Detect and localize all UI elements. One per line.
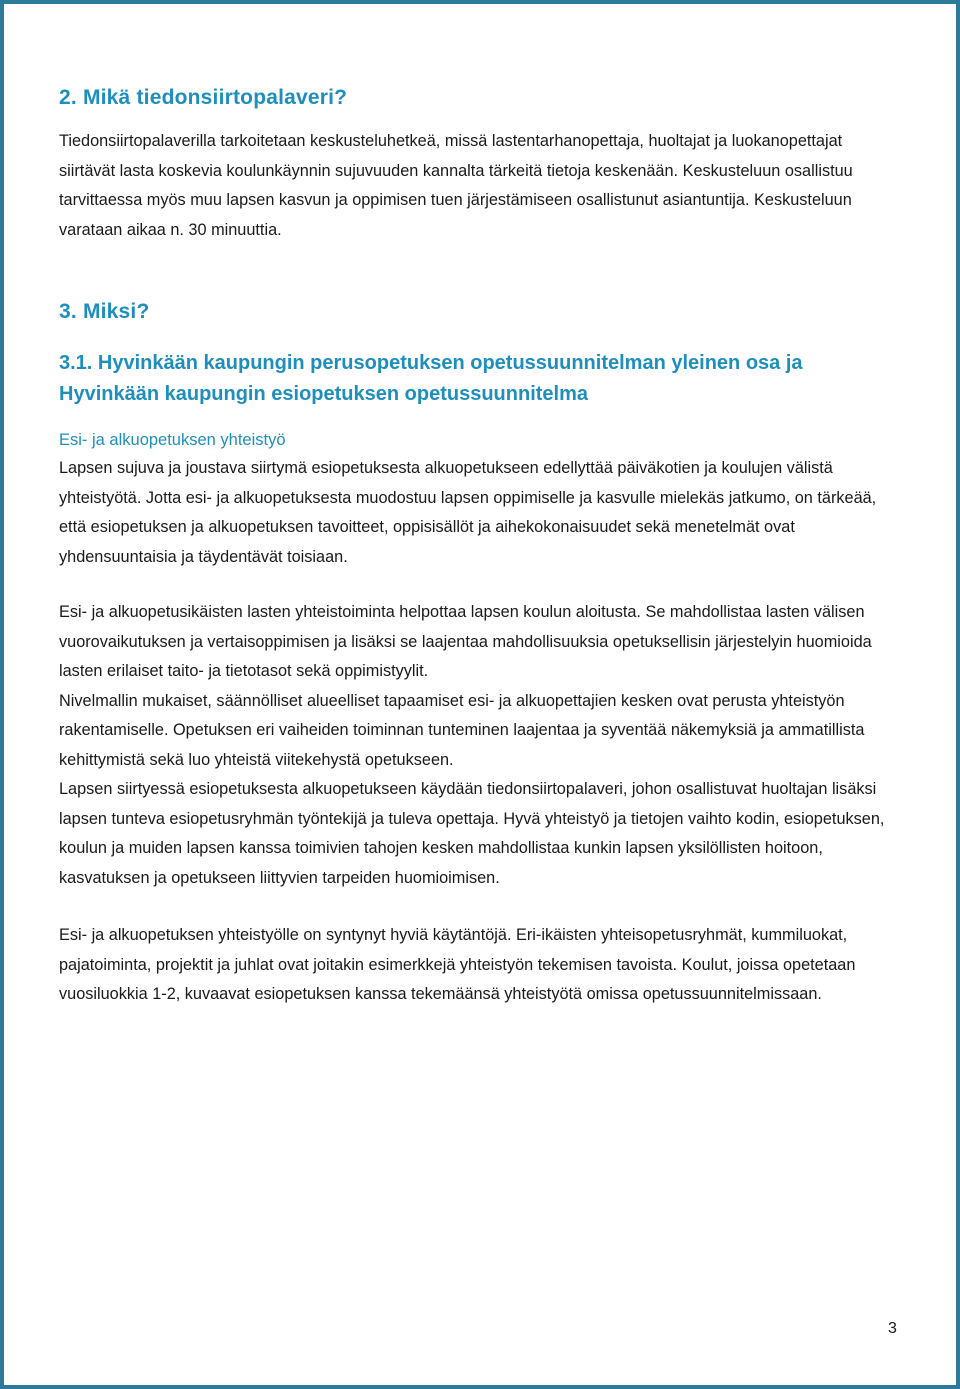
section-2-title: 2. Mikä tiedonsiirtopalaveri?: [59, 86, 348, 109]
paragraph-3: Nivelmallin mukaiset, säännölliset alueelliset tapaamiset esi- ja alkuopettajien kesken ovat perusta yhteistyön rakentamiselle. Opetuksen eri vaiheiden toiminnan tunteminen laajentaa ja syventää näkemyksiä ja ammatillista kehittymistä sekä luo yhteistä viitekehystä opetukseen.: [59, 691, 865, 769]
paragraph-2: Esi- ja alkuopetusikäisten lasten yhteistoiminta helpottaa lapsen koulun aloitusta. Se mahdollistaa lasten välisen vuorovaikutuksen ja vertaisoppimisen ja lisäksi se laajentaa mahdollisuuksia opetuksellisin järjestelyin huomioida lasten erilaiset taito- ja tietotasot sekä oppimistyylit.: [59, 603, 872, 680]
paragraph-1: Lapsen sujuva ja joustava siirtymä esiopetuksesta alkuopetukseen edellyttää päiväkotien ja koulujen välistä yhteistyötä. Jotta esi- ja alkuopetuksesta muodostuu lapsen oppimiselle ja kasvulle mielekäs jatkumo, on tärkeää, että esiopetuksen ja alkuopetuksen tavoitteet, oppisisällöt ja aihekokonaisuudet sekä menetelmät ovat yhdensuuntaisia ja täydentävät toisiaan.: [59, 459, 877, 566]
section-2-paragraph: Tiedonsiirtopalaverilla tarkoitetaan keskusteluhetkeä, missä lastentarhanopettaja, huoltajat ja luokanopettajat siirtävät lasta koskevia koulunkäynnin sujuvuuden kannalta tärkeitä tietoja keskenään. Keskusteluun osallistuu tarvittaessa myös muu lapsen kasvun ja oppimisen tuen järjestämiseen osallistunut asiantuntija. Keskusteluun varataan aikaa n. 30 minuuttia.: [59, 132, 853, 239]
document-body: [59, 82, 889, 1010]
paragraph-5: Esi- ja alkuopetuksen yhteistyölle on syntynyt hyviä käytäntöjä. Eri-ikäisten yhteisopetusryhmät, kummiluokat, pajatoiminta, projektit ja juhlat ovat joitakin esimerkkejä yhteistyön tekemisen tavoista. Koulut, joissa opetetaan vuosiluokkia 1-2, kuvaavat esiopetuksen kanssa tekemäänsä yhteistyötä omissa opetussuunnitelmissaan.: [59, 926, 856, 1003]
page-number: 3: [888, 1320, 897, 1337]
subsection-heading: Esi- ja alkuopetuksen yhteistyö: [59, 431, 286, 449]
paragraph-4: Lapsen siirtyessä esiopetuksesta alkuopetukseen käydään tiedonsiirtopalaveri, johon osallistuvat huoltajan lisäksi lapsen tunteva esiopetusryhmän työntekijä ja tuleva opettaja. Hyvä yhteistyö ja tietojen vaihto kodin, esiopetuksen, koulun ja muiden lapsen kanssa toimivien tahojen kesken mahdollistaa kunkin lapsen yksilöllisten hoitoon, kasvatuksen ja opetukseen liittyvien tarpeiden huomioimisen.: [59, 780, 885, 887]
subsection-3-1-title: 3.1. Hyvinkään kaupungin perusopetuksen opetussuunnitelman yleinen osa ja Hyvinkään kaupungin esiopetuksen opetussuunnitelma: [59, 352, 803, 405]
section-3-title: 3. Miksi?: [59, 300, 150, 323]
